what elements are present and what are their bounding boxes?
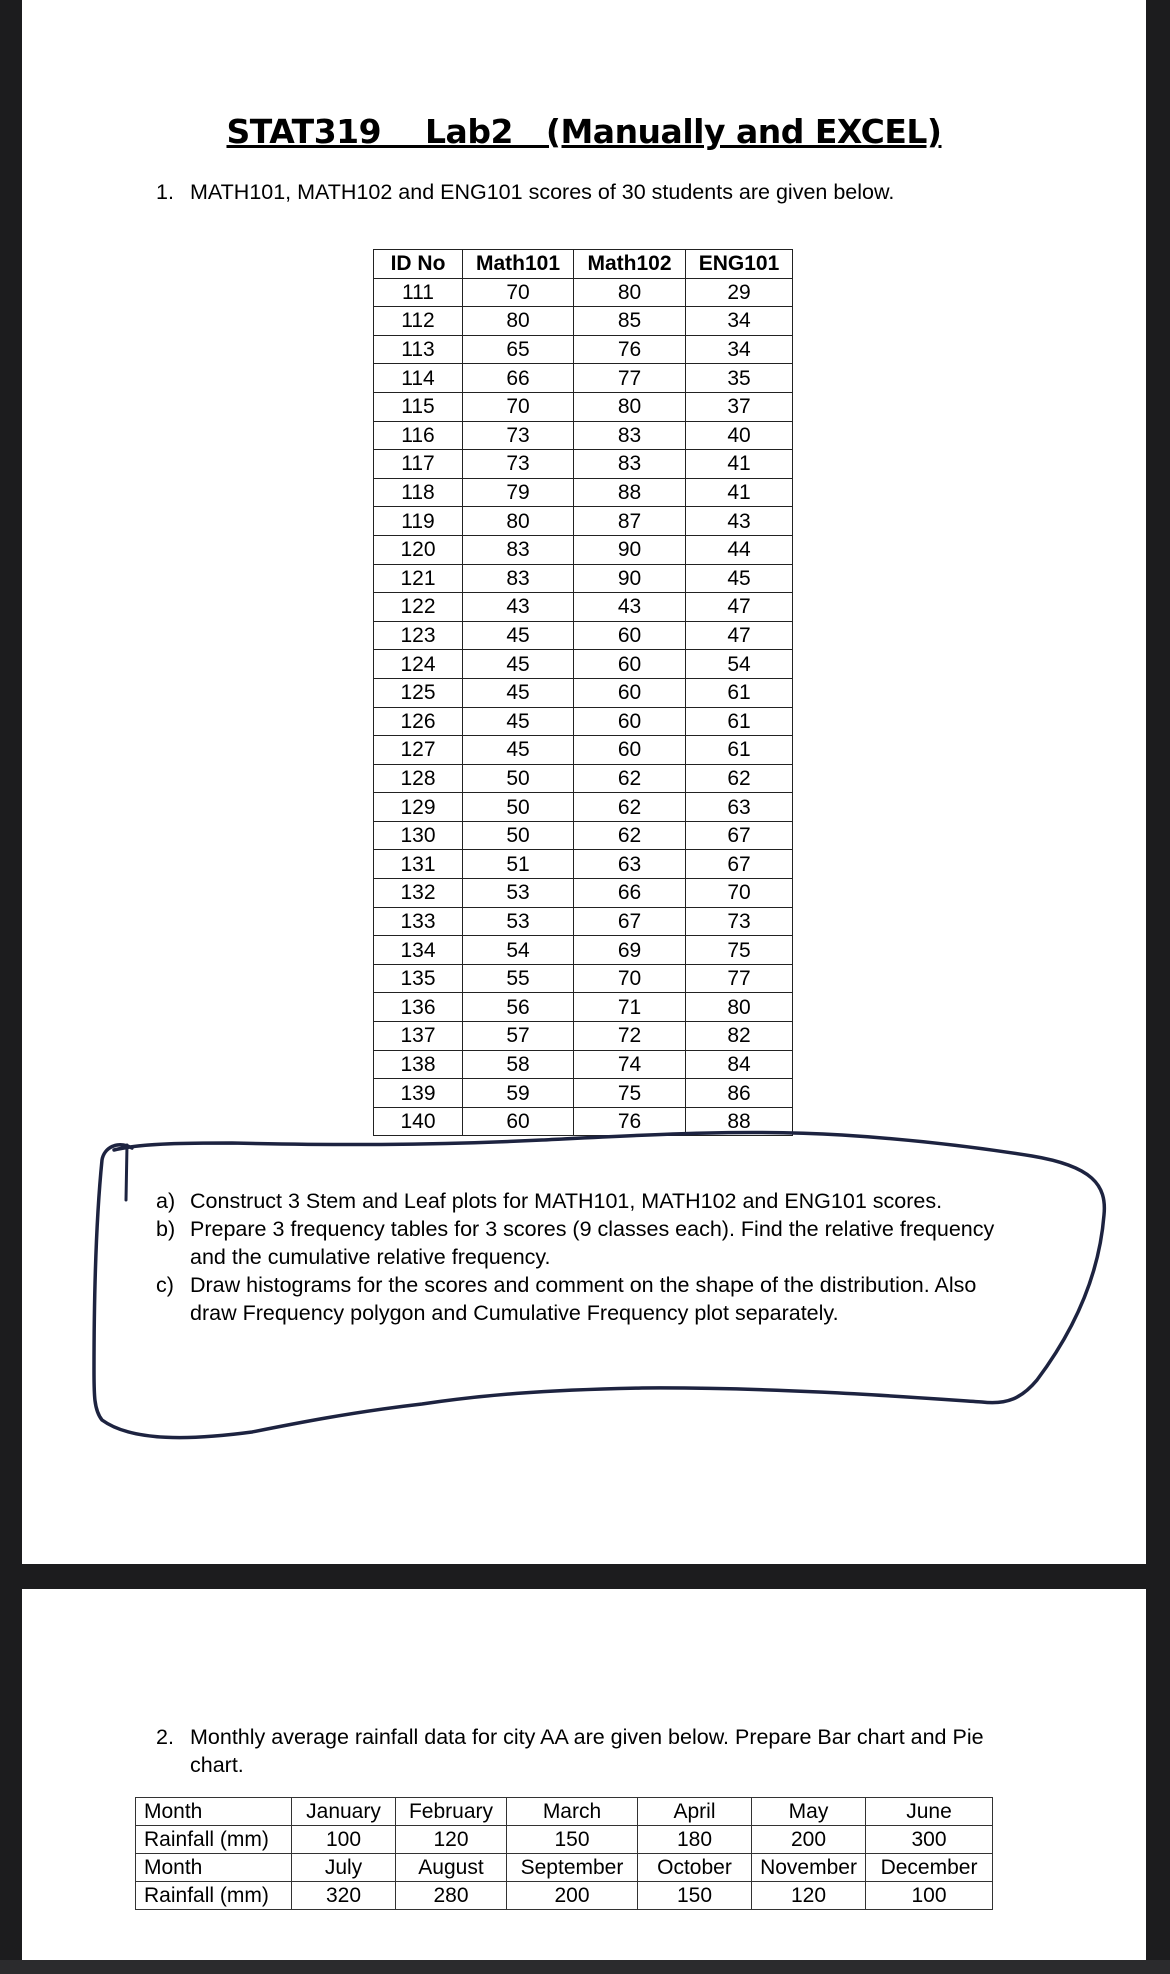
table-cell: September [507, 1854, 638, 1882]
table-cell: 76 [574, 335, 686, 364]
table-cell: 70 [463, 278, 574, 307]
table-cell: 200 [507, 1882, 638, 1910]
table-cell: 75 [686, 936, 793, 965]
scores-table [373, 249, 793, 1136]
table-cell: 90 [574, 535, 686, 564]
question-text-line: chart. [190, 1753, 244, 1777]
table-cell: 138 [374, 1050, 463, 1079]
table-cell: 70 [686, 879, 793, 908]
table-row [374, 793, 793, 822]
table-cell: 60 [574, 621, 686, 650]
table-cell: 120 [752, 1882, 866, 1910]
table-cell: 200 [752, 1826, 866, 1854]
table-row [374, 678, 793, 707]
table-cell: 54 [686, 650, 793, 679]
table-cell: 34 [686, 335, 793, 364]
column-header: ID No [374, 250, 463, 279]
table-cell: 69 [574, 936, 686, 965]
table-cell: 62 [574, 764, 686, 793]
table-cell: 41 [686, 478, 793, 507]
table-cell: 58 [463, 1050, 574, 1079]
table-cell: 50 [463, 764, 574, 793]
table-cell: 61 [686, 678, 793, 707]
table-cell: 71 [574, 993, 686, 1022]
table-cell: 80 [574, 278, 686, 307]
table-row [374, 478, 793, 507]
table-cell: 114 [374, 364, 463, 393]
column-header: ENG101 [686, 250, 793, 279]
document-page-1 [22, 0, 1146, 1564]
table-row [374, 707, 793, 736]
table-cell: 100 [866, 1882, 993, 1910]
table-cell: 47 [686, 621, 793, 650]
table-cell: 120 [396, 1826, 507, 1854]
table-cell: 34 [686, 307, 793, 336]
table-cell: 136 [374, 993, 463, 1022]
table-row [374, 993, 793, 1022]
table-cell: 67 [686, 850, 793, 879]
table-row [374, 879, 793, 908]
table-cell: 55 [463, 964, 574, 993]
table-cell: 62 [574, 793, 686, 822]
table-row [136, 1854, 993, 1882]
table-cell: 70 [574, 964, 686, 993]
table-cell: 140 [374, 1107, 463, 1136]
table-row [374, 507, 793, 536]
table-row [374, 764, 793, 793]
table-cell: 83 [574, 421, 686, 450]
table-cell: 119 [374, 507, 463, 536]
table-row [136, 1798, 993, 1826]
table-cell: 127 [374, 736, 463, 765]
table-cell: 53 [463, 907, 574, 936]
table-cell: 133 [374, 907, 463, 936]
question-number: 1. [156, 180, 174, 204]
table-cell: 122 [374, 593, 463, 622]
table-cell: 100 [292, 1826, 396, 1854]
table-cell: 77 [686, 964, 793, 993]
table-cell: 72 [574, 1022, 686, 1051]
column-header: Math102 [574, 250, 686, 279]
table-cell: 76 [574, 1107, 686, 1136]
table-cell: 124 [374, 650, 463, 679]
table-cell: 62 [686, 764, 793, 793]
table-row [374, 535, 793, 564]
table-row [374, 392, 793, 421]
table-cell: 50 [463, 821, 574, 850]
table-cell: January [292, 1798, 396, 1826]
table-cell: 60 [574, 736, 686, 765]
row-header: Month [136, 1798, 292, 1826]
table-cell: March [507, 1798, 638, 1826]
table-cell: 45 [463, 707, 574, 736]
table-row [374, 1079, 793, 1108]
task-label: a) [156, 1189, 176, 1213]
task-text-line: Draw histograms for the scores and comment on the shape of the distribution. Also [190, 1273, 977, 1297]
table-cell: 120 [374, 535, 463, 564]
table-cell: 88 [574, 478, 686, 507]
table-cell: 86 [686, 1079, 793, 1108]
table-row [374, 650, 793, 679]
table-cell: August [396, 1854, 507, 1882]
question-number: 2. [156, 1725, 174, 1749]
question-text [190, 1723, 984, 1779]
task-list [156, 1187, 994, 1327]
task-text-line: Prepare 3 frequency tables for 3 scores (9 classes each). Find the relative frequency [190, 1217, 995, 1241]
table-cell: 45 [463, 650, 574, 679]
table-cell: 57 [463, 1022, 574, 1051]
table-row [374, 936, 793, 965]
task-item [156, 1271, 994, 1327]
question-text: MATH101, MATH102 and ENG101 scores of 30 students are given below. [190, 180, 895, 204]
table-cell: 50 [463, 793, 574, 822]
table-cell: 118 [374, 478, 463, 507]
table-cell: 80 [463, 507, 574, 536]
table-row [374, 1050, 793, 1079]
task-label: c) [156, 1273, 174, 1297]
table-cell: 73 [463, 421, 574, 450]
table-cell: 53 [463, 879, 574, 908]
table-cell: 135 [374, 964, 463, 993]
table-cell: 43 [463, 593, 574, 622]
table-cell: 43 [686, 507, 793, 536]
task-text-line: draw Frequency polygon and Cumulative Frequency plot separately. [190, 1301, 839, 1325]
table-row [374, 736, 793, 765]
table-cell: 77 [574, 364, 686, 393]
row-header: Rainfall (mm) [136, 1882, 292, 1910]
table-cell: 116 [374, 421, 463, 450]
table-row [374, 1022, 793, 1051]
table-cell: 73 [463, 450, 574, 479]
table-cell: 84 [686, 1050, 793, 1079]
table-cell: 80 [686, 993, 793, 1022]
table-cell: 112 [374, 307, 463, 336]
table-cell: 132 [374, 879, 463, 908]
table-cell: 29 [686, 278, 793, 307]
table-cell: 41 [686, 450, 793, 479]
table-row [374, 450, 793, 479]
table-cell: 83 [574, 450, 686, 479]
table-cell: 60 [574, 650, 686, 679]
table-cell: 134 [374, 936, 463, 965]
table-cell: 82 [686, 1022, 793, 1051]
table-cell: 45 [686, 564, 793, 593]
table-cell: 60 [574, 678, 686, 707]
table-cell: 54 [463, 936, 574, 965]
table-cell: 80 [574, 392, 686, 421]
table-cell: November [752, 1854, 866, 1882]
table-row [374, 621, 793, 650]
table-cell: May [752, 1798, 866, 1826]
table-cell: 35 [686, 364, 793, 393]
table-row [136, 1826, 993, 1854]
table-row [374, 1107, 793, 1136]
table-cell: 65 [463, 335, 574, 364]
table-cell: 180 [638, 1826, 752, 1854]
table-cell: 37 [686, 392, 793, 421]
table-cell: 45 [463, 678, 574, 707]
table-cell: 79 [463, 478, 574, 507]
table-row [374, 564, 793, 593]
table-cell: 113 [374, 335, 463, 364]
table-cell: December [866, 1854, 993, 1882]
table-cell: 59 [463, 1079, 574, 1108]
table-cell: 62 [574, 821, 686, 850]
task-text-line: and the cumulative relative frequency. [190, 1245, 551, 1269]
table-row [374, 278, 793, 307]
table-cell: 47 [686, 593, 793, 622]
table-cell: 45 [463, 621, 574, 650]
table-cell: 83 [463, 535, 574, 564]
table-cell: April [638, 1798, 752, 1826]
table-cell: 280 [396, 1882, 507, 1910]
table-cell: 66 [574, 879, 686, 908]
row-header: Month [136, 1854, 292, 1882]
table-row [374, 964, 793, 993]
table-cell: 67 [574, 907, 686, 936]
table-cell: 63 [686, 793, 793, 822]
table-cell: 83 [463, 564, 574, 593]
table-cell: June [866, 1798, 993, 1826]
table-cell: 123 [374, 621, 463, 650]
table-cell: 56 [463, 993, 574, 1022]
table-cell: 111 [374, 278, 463, 307]
row-header: Rainfall (mm) [136, 1826, 292, 1854]
table-cell: 70 [463, 392, 574, 421]
table-cell: 115 [374, 392, 463, 421]
column-header: Math101 [463, 250, 574, 279]
table-cell: 44 [686, 535, 793, 564]
table-cell: 74 [574, 1050, 686, 1079]
table-cell: 129 [374, 793, 463, 822]
page-title: STAT319 Lab2 (Manually and EXCEL) [226, 112, 942, 151]
viewer-bottom-bar [0, 1960, 1170, 1974]
rainfall-table [135, 1797, 993, 1910]
table-cell: 51 [463, 850, 574, 879]
table-cell: 121 [374, 564, 463, 593]
table-row [374, 307, 793, 336]
task-item [156, 1187, 994, 1215]
table-cell: 128 [374, 764, 463, 793]
table-cell: 88 [686, 1107, 793, 1136]
table-cell: 60 [574, 707, 686, 736]
table-row [136, 1882, 993, 1910]
table-cell: 139 [374, 1079, 463, 1108]
table-cell: 85 [574, 307, 686, 336]
table-cell: 137 [374, 1022, 463, 1051]
task-item [156, 1215, 994, 1271]
table-cell: 131 [374, 850, 463, 879]
table-cell: 66 [463, 364, 574, 393]
table-row [374, 364, 793, 393]
table-cell: October [638, 1854, 752, 1882]
table-cell: 61 [686, 736, 793, 765]
table-cell: 60 [463, 1107, 574, 1136]
task-text-line: Construct 3 Stem and Leaf plots for MATH101, MATH102 and ENG101 scores. [190, 1189, 943, 1213]
table-cell: 300 [866, 1826, 993, 1854]
table-cell: 80 [463, 307, 574, 336]
table-cell: 75 [574, 1079, 686, 1108]
table-row [374, 421, 793, 450]
table-cell: July [292, 1854, 396, 1882]
table-row [374, 850, 793, 879]
table-cell: 320 [292, 1882, 396, 1910]
table-cell: 126 [374, 707, 463, 736]
table-cell: 150 [507, 1826, 638, 1854]
table-row [374, 593, 793, 622]
table-cell: 73 [686, 907, 793, 936]
table-cell: 130 [374, 821, 463, 850]
table-cell: 67 [686, 821, 793, 850]
table-cell: 125 [374, 678, 463, 707]
table-cell: 61 [686, 707, 793, 736]
table-cell: 43 [574, 593, 686, 622]
table-row [374, 821, 793, 850]
table-cell: 150 [638, 1882, 752, 1910]
task-label: b) [156, 1217, 176, 1241]
table-row [374, 907, 793, 936]
table-cell: 45 [463, 736, 574, 765]
question-text-line: Monthly average rainfall data for city AA are given below. Prepare Bar chart and Pie [190, 1725, 984, 1749]
table-cell: 117 [374, 450, 463, 479]
table-cell: 63 [574, 850, 686, 879]
table-row [374, 335, 793, 364]
table-cell: 90 [574, 564, 686, 593]
table-cell: February [396, 1798, 507, 1826]
table-cell: 40 [686, 421, 793, 450]
table-cell: 87 [574, 507, 686, 536]
